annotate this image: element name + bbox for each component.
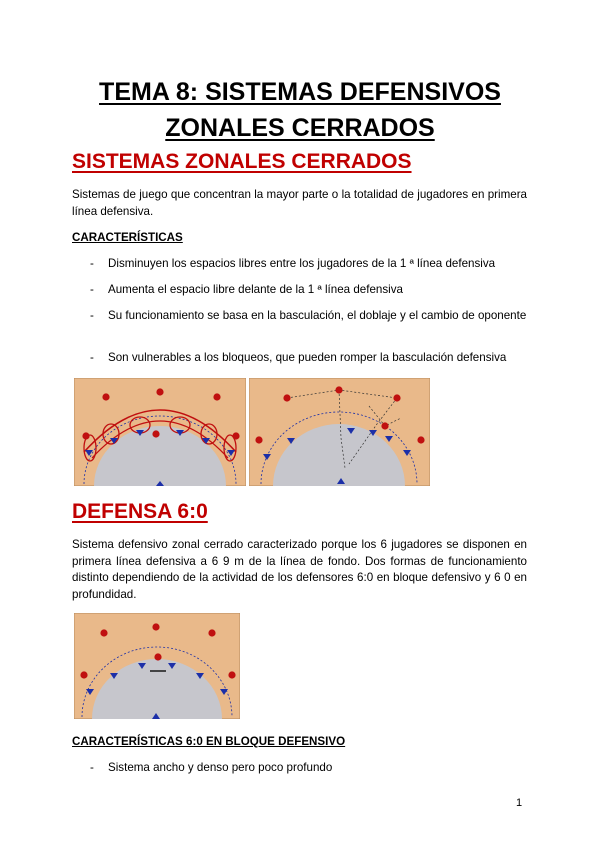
subheading-bloque-defensivo: CARACTERÍSTICAS 6:0 EN BLOQUE DEFENSIVO <box>72 735 346 748</box>
attacker-marker <box>82 432 89 439</box>
bullet-marker: - <box>90 761 94 774</box>
diagram-closed-zone-areas <box>74 378 246 486</box>
bullet-marker: - <box>90 351 94 364</box>
attacker-marker <box>102 393 109 400</box>
bullet-marker: - <box>90 257 94 270</box>
list-item <box>92 760 527 777</box>
page-title-line-1: TEMA 8: SISTEMAS DEFENSIVOS <box>99 78 501 106</box>
list-item-text: Su funcionamiento se basa en la basculación, el doblaje y el cambio de oponente <box>108 309 527 322</box>
page-title-line-2: ZONALES CERRADOS <box>165 114 435 142</box>
list-item-text: Aumenta el espacio libre delante de la 1 ª línea defensiva <box>108 283 403 296</box>
page-number: 1 <box>516 797 523 809</box>
list-item <box>92 350 527 367</box>
section-intro-defensa-6-0: Sistema defensivo zonal cerrado caracterizado porque los 6 jugadores se disponen en primera línea defensiva a 6 9 m de la línea de fondo. Dos formas de funcionamiento distinto dependiendo de la actividad de los defensores 6:0 en bloque defensivo y 6 0 en profundidad. <box>72 538 527 601</box>
attacker-marker <box>335 386 342 393</box>
attacker-marker <box>228 671 235 678</box>
attacker-marker <box>213 393 220 400</box>
attacker-marker <box>154 653 161 660</box>
list-item <box>92 308 527 325</box>
attacker-marker <box>381 422 388 429</box>
bullet-marker: - <box>90 283 94 296</box>
section-intro-zonales: Sistemas de juego que concentran la mayor parte o la totalidad de jugadores en primera línea defensiva. <box>72 188 527 218</box>
subheading-caracteristicas: CARACTERÍSTICAS <box>72 231 183 244</box>
attacker-marker <box>152 623 159 630</box>
diagram-defensa-6-0 <box>74 613 240 719</box>
list-item-text: Son vulnerables a los bloqueos, que pueden romper la basculación defensiva <box>108 351 507 364</box>
diagram-basculacion <box>249 378 430 486</box>
attacker-marker <box>255 436 262 443</box>
attacker-marker <box>208 629 215 636</box>
section-heading-defensa-6-0: DEFENSA 6:0 <box>72 500 208 523</box>
attacker-marker <box>80 671 87 678</box>
section-heading-zonales: SISTEMAS ZONALES CERRADOS <box>72 150 412 173</box>
attacker-marker <box>283 394 290 401</box>
list-item-text: Sistema ancho y denso pero poco profundo <box>108 761 333 774</box>
bullet-marker: - <box>90 309 94 322</box>
attacker-marker <box>232 432 239 439</box>
list-item-text: Disminuyen los espacios libres entre los jugadores de la 1 ª línea defensiva <box>108 257 496 270</box>
list-item <box>92 282 527 299</box>
attacker-marker <box>156 388 163 395</box>
attacker-marker <box>393 394 400 401</box>
attacker-marker <box>100 629 107 636</box>
list-item <box>92 256 527 273</box>
page-title <box>40 74 560 146</box>
attacker-marker <box>152 430 159 437</box>
attacker-marker <box>417 436 424 443</box>
